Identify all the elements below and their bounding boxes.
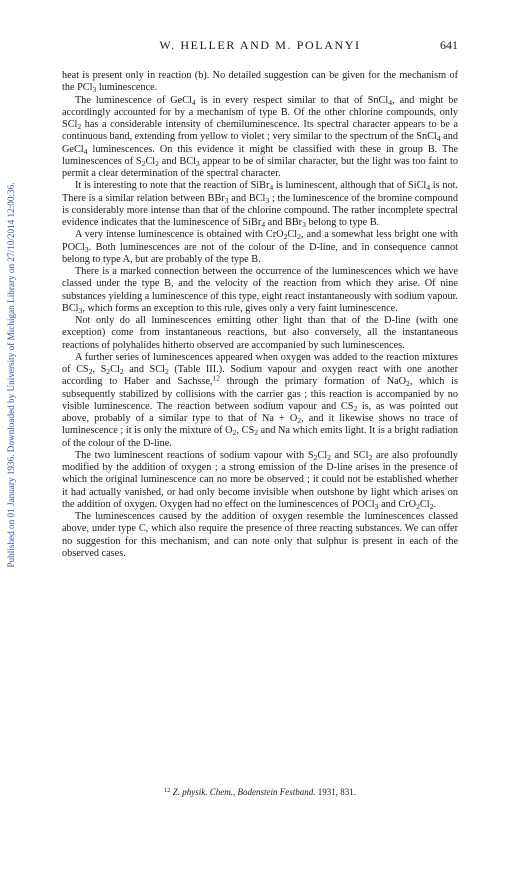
paragraph: Not only do all luminescences emitting other light than that of the D-line (with one exception) come from instantaneous reactions, but also conversely, all the instantaneous reactions of polyhalides hitherto observed are accompanied by such luminescences.	[62, 315, 458, 351]
footnote: $^{12}$ Z. physik. Chem., Bodenstein Festband. 1931, 831.	[164, 787, 356, 797]
paragraph: The luminescences caused by the addition of oxygen resemble the luminescences classed above, under type C, which also require the presence of three reacting substances. We can offer no suggestion for this mechanism, and can note only that sulphur is present in each of the observed cases.	[62, 511, 458, 559]
paragraph: heat is present only in reaction (b). No detailed suggestion can be given for the mechanism of the PCl$_3$ luminescence.	[62, 70, 458, 95]
body-text	[62, 70, 458, 560]
paragraph: A further series of luminescences appeared when oxygen was added to the reaction mixtures of $CS_2$, $S_2Cl_2$ and SCl$_2$ (Table III.). Sodium vapour and oxygen react with one another according to Haber and Sachsse,$^{12}$ through the primary formation of NaO$_2$, which is subsequently stabilized by collisions with the carrier gas ; this reaction is accompanied by no visible luminescence. The reaction between sodium vapour and $CS_2$ is, as was pointed out above, probably of a similar type to that of $Na + O_2$, and it likewise shows no trace of luminescence ; it is only the mixture of $O_2$, $CS_2$ and Na which emits light. It is a bright radiation of the colour of the D-line.	[62, 351, 459, 449]
paragraph: The two luminescent reactions of sodium vapour with $S_2Cl_2$ and SCl$_2$ are also profoundly modified by the addition of oxygen ; a strong emission of the D-line arises in the presence of which the original luminescence can no more be observed ; it could not be established whether it had actually vanished, or had only become invisible when outshone by light which arises on the addition of oxygen. Oxygen had no effect on the luminescences of POCl$_3$ and $CrO_2Cl_2$.	[62, 449, 459, 511]
paragraph: It is interesting to note that the reaction of SiBr$_4$ is luminescent, although that of SiCl$_4$ is not. There is a similar relation between BBr$_3$ and BCl$_3$ ; the luminescence of the bromine compound is considerably more intense than that of the chlorine compound. The rather incomplete spectral evidence indicates that the luminescence of SiBr$_4$ and BBr$_3$ belong to type B.	[62, 180, 458, 229]
page-number: 641	[440, 38, 458, 52]
page-header	[62, 38, 458, 53]
paragraph: The luminescence of GeCl$_4$ is in every respect similar to that of SnCl$_4$, and might be accordingly accounted for by a mechanism of type B. Of the other chlorine compounds, only SCl$_2$ has a considerable intensity of chemiluminescence. Its spectral character appears to be a continuous band, extending from yellow to violet ; very similar to the spectrum of the SnCl$_4$ and GeCl$_4$ luminescences. On this evidence it might be classified with these in group B. The luminescences of $S_2Cl_2$ and BCl$_3$ appear to be of similar character, but the light was too faint to permit a clear determination of the spectral character.	[62, 94, 458, 179]
download-stamp-text: Published on 01 January 1936. Downloaded by University of Michigan Library on 27/10/2014 12:00:36.	[6, 182, 16, 568]
paragraph: A very intense luminescence is obtained with $CrO_2Cl_2$, and a somewhat less bright one with POCl$_3$. Both luminescences are not of the colour of the D-line, and in consequence cannot belong to type A, but are probably of the type B.	[62, 229, 459, 265]
running-head: W. HELLER AND M. POLANYI	[159, 38, 361, 52]
download-stamp	[3, 95, 19, 655]
paragraph: There is a marked connection between the occurrence of the luminescences which we have classed under the type B, and the velocity of the reaction from which they arise. Of nine substances yielding a luminescence of this type, eight react instantaneously with sodium vapour. BCl$_3$, which forms an exception to this rule, gives only a very faint luminescence.	[62, 266, 458, 315]
